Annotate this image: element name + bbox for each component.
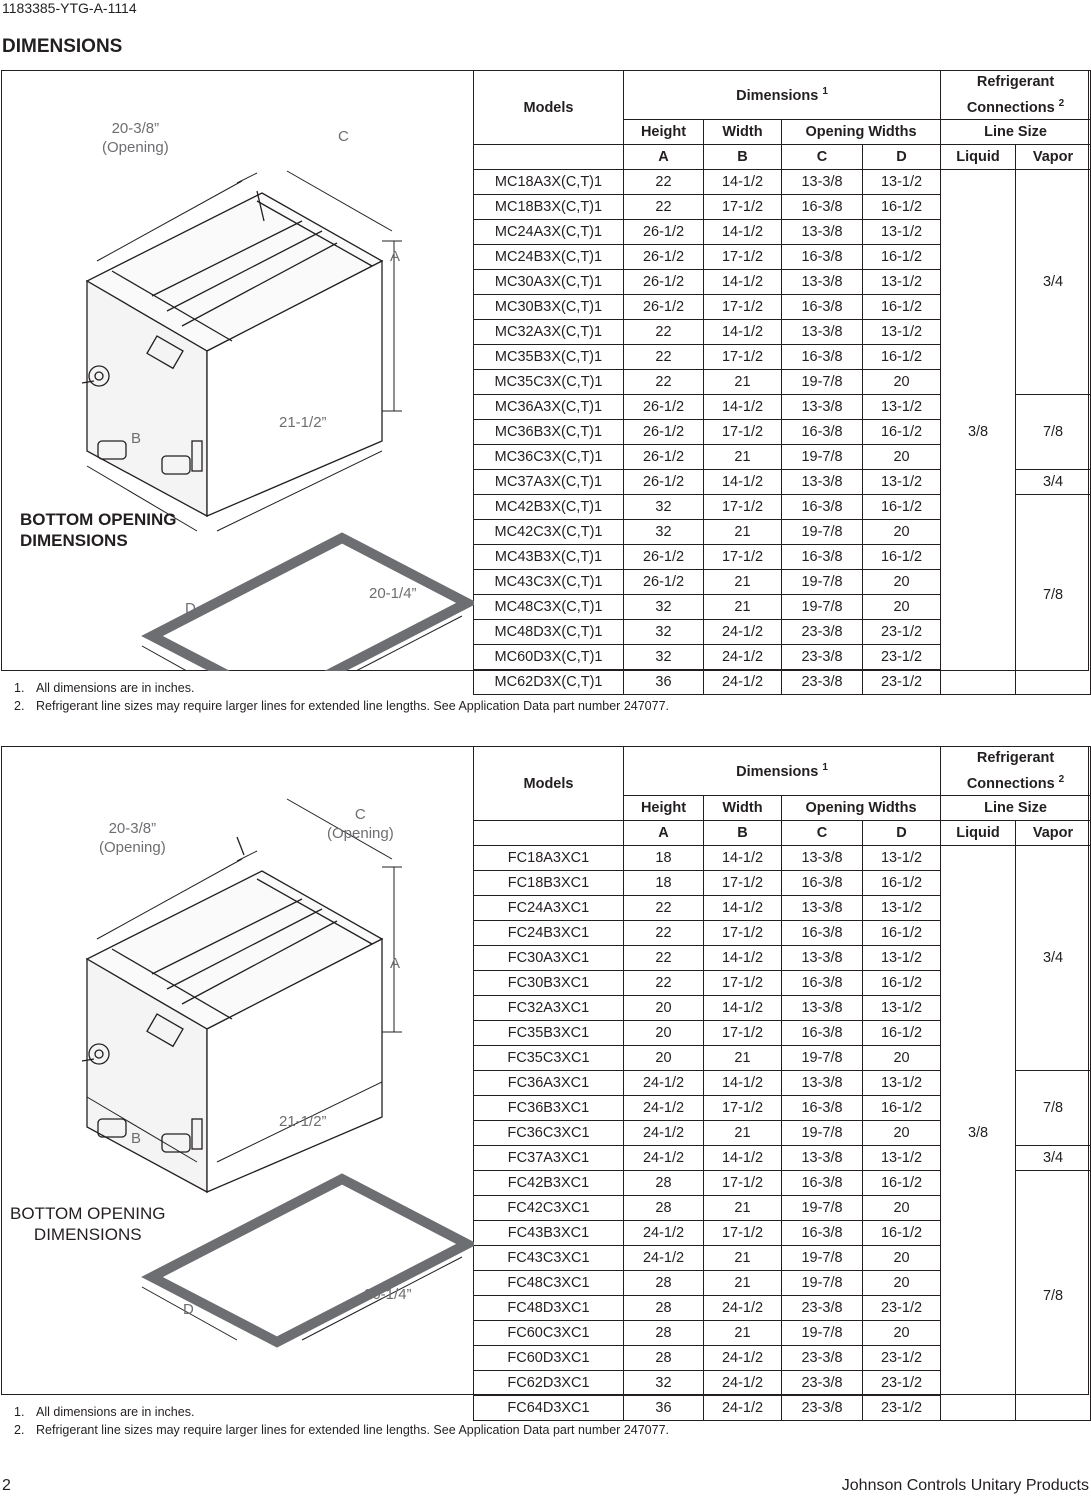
dimension-cell: 13-1/2 (863, 220, 941, 245)
fc-cabinet-figure (2, 747, 474, 1394)
cabinet-outline (82, 191, 382, 516)
dimension-cell: 16-1/2 (863, 345, 941, 370)
dimension-cell: 13-1/2 (863, 270, 941, 295)
model-cell: FC43B3XC1 (474, 1221, 624, 1246)
dimension-cell: 13-1/2 (863, 395, 941, 420)
dimension-a-label: A (390, 248, 401, 265)
fc-footnotes (14, 1403, 669, 1439)
dimension-cell: 13-1/2 (863, 320, 941, 345)
dimension-cell: 26-1/2 (624, 570, 704, 595)
dimension-cell: 21 (704, 1046, 782, 1071)
dimension-cell: 23-1/2 (863, 670, 941, 695)
dimension-cell: 13-3/8 (782, 1146, 863, 1171)
dimension-cell: 16-1/2 (863, 871, 941, 896)
fc-dimensions-table (473, 746, 1091, 1421)
footnote-2: 2. Refrigerant line sizes may require larger lines for extended line lengths. See Application Data part number 247077. (14, 1423, 670, 1437)
model-cell: MC48D3X(C,T)1 (474, 620, 624, 645)
dimension-cell: 26-1/2 (624, 420, 704, 445)
document-id: 1183385-YTG-A-1114 (2, 0, 137, 16)
table-row (474, 846, 1091, 871)
blank-header (474, 145, 624, 170)
dimension-cell: 22 (624, 170, 704, 195)
dimension-cell: 20 (863, 570, 941, 595)
dimension-cell: 19-7/8 (782, 595, 863, 620)
model-cell: FC36B3XC1 (474, 1096, 624, 1121)
line-size-header: Line Size (941, 796, 1091, 821)
model-cell: FC37A3XC1 (474, 1146, 624, 1171)
model-cell: FC32A3XC1 (474, 996, 624, 1021)
dimension-cell: 19-7/8 (782, 445, 863, 470)
dimension-cell: 19-7/8 (782, 1271, 863, 1296)
dimension-cell: 26-1/2 (624, 545, 704, 570)
section-title: DIMENSIONS (2, 36, 123, 57)
model-cell: FC60C3XC1 (474, 1321, 624, 1346)
col-d-header: D (863, 821, 941, 846)
dimension-cell: 20 (863, 1121, 941, 1146)
model-cell: FC42B3XC1 (474, 1171, 624, 1196)
dimension-cell: 23-1/2 (863, 1371, 941, 1396)
dimension-cell: 16-3/8 (782, 195, 863, 220)
dimension-cell: 19-7/8 (782, 1121, 863, 1146)
model-cell: FC62D3XC1 (474, 1371, 624, 1396)
dimension-cell: 17-1/2 (704, 295, 782, 320)
dimension-cell: 28 (624, 1171, 704, 1196)
dimension-cell: 17-1/2 (704, 971, 782, 996)
col-a-header: A (624, 821, 704, 846)
width-header: Width (704, 120, 782, 145)
refrigerant-header: Refrigerant Connections $^2$ (941, 71, 1091, 120)
bottom-opening-title: BOTTOM OPENING DIMENSIONS (20, 510, 177, 550)
dimension-cell: 24-1/2 (704, 1371, 782, 1396)
dimension-cell: 14-1/2 (704, 846, 782, 871)
dimension-cell: 23-3/8 (782, 670, 863, 695)
dimension-cell: 16-3/8 (782, 345, 863, 370)
dimension-cell: 16-3/8 (782, 1221, 863, 1246)
dimension-cell: 23-1/2 (863, 1346, 941, 1371)
model-cell: MC36B3X(C,T)1 (474, 420, 624, 445)
dimension-cell: 13-3/8 (782, 1071, 863, 1096)
dimension-a-label: A (390, 955, 401, 972)
vapor-line-cell: 7/8 (1016, 1171, 1091, 1421)
dimension-cell: 20 (624, 1046, 704, 1071)
dimension-cell: 26-1/2 (624, 220, 704, 245)
col-b-header: B (704, 821, 782, 846)
dimension-cell: 24-1/2 (704, 1396, 782, 1421)
model-cell: FC18B3XC1 (474, 871, 624, 896)
model-cell: FC43C3XC1 (474, 1246, 624, 1271)
model-cell: MC37A3X(C,T)1 (474, 470, 624, 495)
dimension-cell: 13-1/2 (863, 1146, 941, 1171)
bottom-width-label: 20-1/4” (369, 585, 417, 602)
depth-label: 21-1/2” (279, 1113, 327, 1130)
model-cell: MC42C3X(C,T)1 (474, 520, 624, 545)
dimension-cell: 36 (624, 1396, 704, 1421)
dimension-cell: 16-1/2 (863, 295, 941, 320)
col-a-header: A (624, 145, 704, 170)
model-cell: FC60D3XC1 (474, 1346, 624, 1371)
model-cell: MC35B3X(C,T)1 (474, 345, 624, 370)
dimension-cell: 14-1/2 (704, 220, 782, 245)
dimension-cell: 28 (624, 1346, 704, 1371)
dimension-cell: 22 (624, 896, 704, 921)
dimension-cell: 28 (624, 1296, 704, 1321)
dimension-cell: 24-1/2 (624, 1096, 704, 1121)
dimension-cell: 21 (704, 1196, 782, 1221)
dimension-cell: 14-1/2 (704, 996, 782, 1021)
line-size-header: Line Size (941, 120, 1091, 145)
dimension-cell: 21 (704, 570, 782, 595)
models-header: Models (474, 747, 624, 821)
dimension-cell: 16-1/2 (863, 1096, 941, 1121)
opening-width-label: 20-3/8” (Opening) (102, 120, 169, 156)
vapor-line-cell: 3/4 (1016, 170, 1091, 395)
dimension-cell: 24-1/2 (704, 1296, 782, 1321)
dimension-cell: 14-1/2 (704, 946, 782, 971)
dimension-cell: 17-1/2 (704, 195, 782, 220)
height-header: Height (624, 796, 704, 821)
liquid-header: Liquid (941, 821, 1016, 846)
model-cell: MC60D3X(C,T)1 (474, 645, 624, 670)
dimension-cell: 16-1/2 (863, 921, 941, 946)
dimension-cell: 13-1/2 (863, 846, 941, 871)
vapor-header: Vapor (1016, 145, 1091, 170)
liquid-header: Liquid (941, 145, 1016, 170)
dimension-cell: 24-1/2 (704, 670, 782, 695)
dimension-cell: 22 (624, 320, 704, 345)
dimension-cell: 28 (624, 1321, 704, 1346)
dimension-cell: 23-3/8 (782, 620, 863, 645)
model-cell: MC18A3X(C,T)1 (474, 170, 624, 195)
dimension-cell: 20 (863, 1321, 941, 1346)
dimension-cell: 16-3/8 (782, 971, 863, 996)
model-cell: MC43B3X(C,T)1 (474, 545, 624, 570)
dimension-c-label: C (Opening) (327, 806, 394, 842)
dimension-cell: 16-3/8 (782, 495, 863, 520)
model-cell: FC48C3XC1 (474, 1271, 624, 1296)
height-header: Height (624, 120, 704, 145)
dimension-cell: 23-1/2 (863, 645, 941, 670)
dimension-cell: 14-1/2 (704, 470, 782, 495)
dimension-cell: 13-1/2 (863, 996, 941, 1021)
publisher-name: Johnson Controls Unitary Products (841, 1477, 1089, 1494)
dimension-cell: 14-1/2 (704, 896, 782, 921)
dimension-cell: 13-3/8 (782, 220, 863, 245)
dimension-cell: 23-3/8 (782, 1371, 863, 1396)
dimension-cell: 13-3/8 (782, 395, 863, 420)
dimension-cell: 19-7/8 (782, 1046, 863, 1071)
dimension-cell: 16-1/2 (863, 1221, 941, 1246)
dimension-cell: 20 (624, 996, 704, 1021)
dimension-cell: 23-1/2 (863, 1396, 941, 1421)
dimension-cell: 20 (863, 1246, 941, 1271)
dimension-cell: 32 (624, 620, 704, 645)
dimension-cell: 22 (624, 370, 704, 395)
model-cell: MC24A3X(C,T)1 (474, 220, 624, 245)
vapor-header: Vapor (1016, 821, 1091, 846)
mc-footnotes (14, 679, 669, 715)
dimension-cell: 16-3/8 (782, 295, 863, 320)
dimension-cell: 22 (624, 946, 704, 971)
dimension-cell: 16-1/2 (863, 971, 941, 996)
liquid-line-cell: 3/8 (941, 170, 1016, 695)
bottom-opening-title: BOTTOM OPENING DIMENSIONS (10, 1204, 166, 1244)
model-cell: FC36A3XC1 (474, 1071, 624, 1096)
dimension-cell: 16-3/8 (782, 545, 863, 570)
mc-cabinet-figure (2, 71, 474, 670)
dimension-cell: 21 (704, 1321, 782, 1346)
vapor-line-cell: 3/4 (1016, 470, 1091, 495)
dimension-cell: 24-1/2 (624, 1246, 704, 1271)
opening-widths-header: Opening Widths (782, 120, 941, 145)
dimension-cell: 24-1/2 (624, 1221, 704, 1246)
dimension-cell: 23-3/8 (782, 645, 863, 670)
dimension-cell: 20 (863, 1196, 941, 1221)
dimension-cell: 20 (863, 445, 941, 470)
dimension-cell: 21 (704, 370, 782, 395)
model-cell: MC35C3X(C,T)1 (474, 370, 624, 395)
dimension-cell: 21 (704, 1246, 782, 1271)
dimension-cell: 17-1/2 (704, 245, 782, 270)
dimension-cell: 24-1/2 (624, 1071, 704, 1096)
model-cell: MC62D3X(C,T)1 (474, 670, 624, 695)
vapor-line-cell: 7/8 (1016, 1071, 1091, 1146)
dimension-cell: 32 (624, 1371, 704, 1396)
dimension-cell: 13-3/8 (782, 846, 863, 871)
dimension-cell: 14-1/2 (704, 1146, 782, 1171)
dimension-cell: 36 (624, 670, 704, 695)
cabinet-outline (82, 837, 382, 1192)
opening-width-label: 20-3/8” (Opening) (99, 820, 166, 856)
dimension-cell: 17-1/2 (704, 871, 782, 896)
dimension-cell: 32 (624, 520, 704, 545)
model-cell: MC43C3X(C,T)1 (474, 570, 624, 595)
dimension-cell: 16-3/8 (782, 921, 863, 946)
dimension-cell: 21 (704, 445, 782, 470)
dimension-cell: 16-3/8 (782, 245, 863, 270)
model-cell: FC30A3XC1 (474, 946, 624, 971)
dimension-cell: 24-1/2 (624, 1146, 704, 1171)
dimension-cell: 16-3/8 (782, 420, 863, 445)
dimension-cell: 13-3/8 (782, 470, 863, 495)
dimension-cell: 19-7/8 (782, 1196, 863, 1221)
model-cell: MC24B3X(C,T)1 (474, 245, 624, 270)
dimension-cell: 26-1/2 (624, 470, 704, 495)
footnote-1: 1. All dimensions are in inches. (14, 681, 195, 695)
depth-label: 21-1/2” (279, 414, 327, 431)
dimension-cell: 17-1/2 (704, 1171, 782, 1196)
model-cell: MC30A3X(C,T)1 (474, 270, 624, 295)
dimension-cell: 21 (704, 520, 782, 545)
dimension-cell: 16-3/8 (782, 1021, 863, 1046)
model-cell: FC30B3XC1 (474, 971, 624, 996)
model-cell: FC42C3XC1 (474, 1196, 624, 1221)
dimension-cell: 23-3/8 (782, 1296, 863, 1321)
dimension-cell: 13-3/8 (782, 320, 863, 345)
dimension-cell: 16-1/2 (863, 545, 941, 570)
dimension-cell: 20 (863, 1271, 941, 1296)
dimension-cell: 16-3/8 (782, 871, 863, 896)
dimension-cell: 13-3/8 (782, 946, 863, 971)
vapor-line-cell: 7/8 (1016, 495, 1091, 695)
dimension-d-label: D (183, 1301, 194, 1318)
model-cell: MC18B3X(C,T)1 (474, 195, 624, 220)
model-cell: FC24B3XC1 (474, 921, 624, 946)
dimension-b-label: B (131, 430, 142, 447)
model-cell: FC64D3XC1 (474, 1396, 624, 1421)
vapor-line-cell: 7/8 (1016, 395, 1091, 470)
vapor-line-cell: 3/4 (1016, 846, 1091, 1071)
dimension-cell: 20 (863, 1046, 941, 1071)
model-cell: MC42B3X(C,T)1 (474, 495, 624, 520)
dimensions-header: Dimensions $^1$ (624, 71, 941, 120)
dimension-cell: 16-1/2 (863, 1021, 941, 1046)
dimension-cell: 14-1/2 (704, 170, 782, 195)
dimension-cell: 23-3/8 (782, 1346, 863, 1371)
dimension-cell: 26-1/2 (624, 395, 704, 420)
dimension-cell: 19-7/8 (782, 1321, 863, 1346)
dimension-d-label: D (185, 600, 196, 617)
dimension-cell: 21 (704, 1271, 782, 1296)
dimension-cell: 23-1/2 (863, 1296, 941, 1321)
blank-header (474, 821, 624, 846)
dimension-cell: 23-3/8 (782, 1396, 863, 1421)
footnote-2: 2. Refrigerant line sizes may require larger lines for extended line lengths. See Application Data part number 247077. (14, 699, 670, 713)
dimension-cell: 13-3/8 (782, 996, 863, 1021)
dimension-cell: 13-1/2 (863, 896, 941, 921)
col-c-header: C (782, 821, 863, 846)
table-row (474, 170, 1091, 195)
col-b-header: B (704, 145, 782, 170)
page-number: 2 (2, 1477, 11, 1494)
vapor-line-cell: 3/4 (1016, 1146, 1091, 1171)
liquid-line-cell: 3/8 (941, 846, 1016, 1421)
dimension-cell: 20 (863, 370, 941, 395)
dimension-cell: 16-1/2 (863, 1171, 941, 1196)
dimension-cell: 26-1/2 (624, 245, 704, 270)
dimension-cell: 13-1/2 (863, 1071, 941, 1096)
dimension-cell: 20 (624, 1021, 704, 1046)
dimension-cell: 24-1/2 (704, 620, 782, 645)
dimension-cell: 13-3/8 (782, 270, 863, 295)
dimension-cell: 14-1/2 (704, 395, 782, 420)
model-cell: FC24A3XC1 (474, 896, 624, 921)
dimension-cell: 24-1/2 (624, 1121, 704, 1146)
model-cell: FC18A3XC1 (474, 846, 624, 871)
dimension-cell: 13-3/8 (782, 170, 863, 195)
dimension-cell: 32 (624, 645, 704, 670)
dimension-b-label: B (131, 1130, 142, 1147)
dimension-cell: 26-1/2 (624, 270, 704, 295)
dimension-cell: 16-3/8 (782, 1171, 863, 1196)
width-header: Width (704, 796, 782, 821)
model-cell: FC35B3XC1 (474, 1021, 624, 1046)
dimension-cell: 32 (624, 495, 704, 520)
model-cell: FC35C3XC1 (474, 1046, 624, 1071)
dimension-cell: 22 (624, 195, 704, 220)
footnote-1: 1. All dimensions are in inches. (14, 1405, 195, 1419)
dimension-cell: 17-1/2 (704, 420, 782, 445)
mc-dimensions-table (473, 70, 1091, 695)
model-cell: MC36A3X(C,T)1 (474, 395, 624, 420)
dimension-cell: 17-1/2 (704, 345, 782, 370)
dimension-cell: 13-1/2 (863, 170, 941, 195)
opening-widths-header: Opening Widths (782, 796, 941, 821)
dimension-cell: 13-1/2 (863, 946, 941, 971)
dimension-cell: 26-1/2 (624, 295, 704, 320)
dimension-cell: 18 (624, 871, 704, 896)
model-cell: MC36C3X(C,T)1 (474, 445, 624, 470)
col-d-header: D (863, 145, 941, 170)
dimension-cell: 16-1/2 (863, 495, 941, 520)
dimension-c-label: C (338, 128, 349, 145)
dimension-cell: 19-7/8 (782, 570, 863, 595)
dimension-cell: 19-7/8 (782, 1246, 863, 1271)
dimension-cell: 18 (624, 846, 704, 871)
dimension-cell: 24-1/2 (704, 1346, 782, 1371)
models-header: Models (474, 71, 624, 145)
dimension-cell: 17-1/2 (704, 1021, 782, 1046)
dimension-cell: 13-1/2 (863, 470, 941, 495)
mc-cabinet-drawing (2, 71, 474, 671)
dimension-cell: 16-1/2 (863, 245, 941, 270)
dimension-cell: 19-7/8 (782, 520, 863, 545)
dimension-cell: 20 (863, 520, 941, 545)
dimension-cell: 28 (624, 1196, 704, 1221)
dimension-cell: 17-1/2 (704, 921, 782, 946)
dimension-cell: 20 (863, 595, 941, 620)
dimension-cell: 28 (624, 1271, 704, 1296)
dimension-cell: 23-1/2 (863, 620, 941, 645)
dimension-cell: 16-3/8 (782, 1096, 863, 1121)
col-c-header: C (782, 145, 863, 170)
dimension-cell: 22 (624, 345, 704, 370)
dimension-cell: 21 (704, 1121, 782, 1146)
dimension-cell: 24-1/2 (704, 645, 782, 670)
dimension-cell: 16-1/2 (863, 420, 941, 445)
model-cell: FC48D3XC1 (474, 1296, 624, 1321)
dimension-cell: 14-1/2 (704, 270, 782, 295)
dimension-cell: 22 (624, 971, 704, 996)
refrigerant-header: Refrigerant Connections $^2$ (941, 747, 1091, 796)
dimension-cell: 17-1/2 (704, 1221, 782, 1246)
dimension-cell: 14-1/2 (704, 1071, 782, 1096)
model-cell: MC30B3X(C,T)1 (474, 295, 624, 320)
dimension-cell: 26-1/2 (624, 445, 704, 470)
dimensions-header: Dimensions $^1$ (624, 747, 941, 796)
dimension-cell: 17-1/2 (704, 545, 782, 570)
dimension-cell: 19-7/8 (782, 370, 863, 395)
dimension-cell: 14-1/2 (704, 320, 782, 345)
dimension-cell: 17-1/2 (704, 495, 782, 520)
model-cell: MC32A3X(C,T)1 (474, 320, 624, 345)
dimension-cell: 16-1/2 (863, 195, 941, 220)
dimension-cell: 32 (624, 595, 704, 620)
model-cell: FC36C3XC1 (474, 1121, 624, 1146)
dimension-cell: 13-3/8 (782, 896, 863, 921)
bottom-width-label: 20-1/4” (364, 1286, 412, 1303)
dimension-cell: 21 (704, 595, 782, 620)
dimension-cell: 17-1/2 (704, 1096, 782, 1121)
dimension-cell: 22 (624, 921, 704, 946)
model-cell: MC48C3X(C,T)1 (474, 595, 624, 620)
